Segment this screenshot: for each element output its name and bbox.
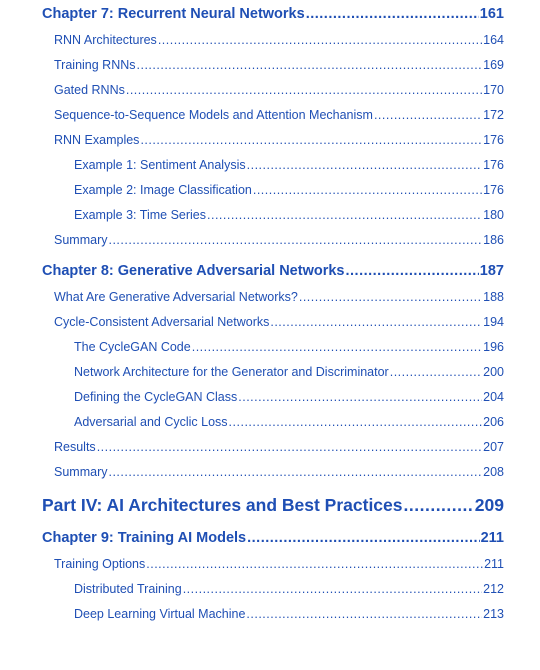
toc-entry-title: RNN Examples xyxy=(54,133,140,147)
toc-entry-cyclegan-class[interactable] xyxy=(74,390,504,404)
toc-entry-title: Adversarial and Cyclic Loss xyxy=(74,415,228,429)
toc-entry-page: 180 xyxy=(483,208,504,222)
toc-leader-dots xyxy=(374,108,482,122)
toc-entry-page: 188 xyxy=(483,290,504,304)
toc-leader-dots xyxy=(97,440,482,454)
toc-leader-dots xyxy=(299,290,482,304)
toc-entry-cyclegan-code[interactable] xyxy=(74,340,504,354)
toc-leader-dots xyxy=(229,415,483,429)
toc-entry-page: 211 xyxy=(484,557,504,571)
toc-entry-page: 164 xyxy=(483,33,504,47)
toc-entry-page: 176 xyxy=(483,158,504,172)
toc-leader-dots xyxy=(306,6,479,22)
toc-entry-title: Deep Learning Virtual Machine xyxy=(74,607,246,621)
toc-entry-dlvm[interactable] xyxy=(74,607,504,621)
toc-entry-example-1[interactable] xyxy=(74,158,504,172)
toc-entry-title: Part IV: AI Architectures and Best Practices xyxy=(42,495,403,515)
toc-leader-dots xyxy=(137,58,483,72)
toc-entry-page: 213 xyxy=(483,607,504,621)
toc-leader-dots xyxy=(192,340,482,354)
toc-leader-dots xyxy=(238,390,482,404)
toc-part-4[interactable] xyxy=(42,495,504,516)
toc-entry-page: 200 xyxy=(483,365,504,379)
toc-entry-title: Example 2: Image Classification xyxy=(74,183,252,197)
toc-entry-title: Results xyxy=(54,440,96,454)
toc-leader-dots xyxy=(253,183,482,197)
toc-entry-rnn-architectures[interactable] xyxy=(54,33,504,47)
toc-leader-dots xyxy=(345,263,478,279)
toc-leader-dots xyxy=(247,530,479,546)
toc-entry-page: 170 xyxy=(483,83,504,97)
toc-entry-training-rnns[interactable] xyxy=(54,58,504,72)
toc-entry-seq2seq[interactable] xyxy=(54,108,504,122)
toc-entry-gated-rnns[interactable] xyxy=(54,83,504,97)
toc-entry-rnn-examples[interactable] xyxy=(54,133,504,147)
toc-entry-title: Gated RNNs xyxy=(54,83,125,97)
toc-entry-page: 212 xyxy=(483,582,504,596)
toc-entry-title: Chapter 9: Training AI Models xyxy=(42,530,247,546)
toc-entry-page: 187 xyxy=(479,263,504,279)
toc-entry-cycle-consistent[interactable] xyxy=(54,315,504,329)
toc-entry-title: Cycle-Consistent Adversarial Networks xyxy=(54,315,270,329)
toc-entry-page: 194 xyxy=(483,315,504,329)
toc-entry-page: 209 xyxy=(474,495,504,515)
toc-entry-summary-ch7[interactable] xyxy=(54,233,504,247)
toc-entry-page: 172 xyxy=(483,108,504,122)
toc-entry-results[interactable] xyxy=(54,440,504,454)
toc-entry-page: 204 xyxy=(483,390,504,404)
toc-leader-dots xyxy=(270,315,482,329)
toc-entry-page: 211 xyxy=(480,530,504,546)
toc-leader-dots xyxy=(108,465,482,479)
toc-entry-title: Example 3: Time Series xyxy=(74,208,206,222)
toc-leader-dots xyxy=(404,495,474,516)
toc-entry-title: RNN Architectures xyxy=(54,33,157,47)
toc-entry-page: 206 xyxy=(483,415,504,429)
toc-entry-title: Training RNNs xyxy=(54,58,136,72)
toc-entry-page: 196 xyxy=(483,340,504,354)
toc-entry-title: Chapter 7: Recurrent Neural Networks xyxy=(42,6,305,22)
toc-entry-page: 186 xyxy=(483,233,504,247)
toc-entry-summary-ch8[interactable] xyxy=(54,465,504,479)
toc-leader-dots xyxy=(126,83,482,97)
toc-entry-title: Network Architecture for the Generator and Discriminator xyxy=(74,365,389,379)
toc-leader-dots xyxy=(108,233,482,247)
toc-entry-adversarial-loss[interactable] xyxy=(74,415,504,429)
toc-entry-title: Distributed Training xyxy=(74,582,182,596)
toc-entry-page: 161 xyxy=(479,6,504,22)
toc-entry-example-3[interactable] xyxy=(74,208,504,222)
toc-leader-dots xyxy=(183,582,482,596)
toc-entry-distributed-training[interactable] xyxy=(74,582,504,596)
toc-entry-title: Example 1: Sentiment Analysis xyxy=(74,158,246,172)
toc-entry-page: 208 xyxy=(483,465,504,479)
toc-entry-what-are-gans[interactable] xyxy=(54,290,504,304)
toc-entry-title: Sequence-to-Sequence Models and Attention Mechanism xyxy=(54,108,373,122)
toc-chapter-8[interactable] xyxy=(42,263,504,279)
toc-chapter-9[interactable] xyxy=(42,530,504,546)
toc-entry-title: What Are Generative Adversarial Networks? xyxy=(54,290,298,304)
toc-leader-dots xyxy=(390,365,482,379)
toc-entry-page: 207 xyxy=(483,440,504,454)
toc-entry-page: 169 xyxy=(483,58,504,72)
toc-chapter-7[interactable] xyxy=(42,6,504,22)
toc-entry-network-architecture[interactable] xyxy=(74,365,504,379)
toc-entry-example-2[interactable] xyxy=(74,183,504,197)
toc-entry-training-options[interactable] xyxy=(54,557,504,571)
toc-entry-title: The CycleGAN Code xyxy=(74,340,191,354)
toc-entry-page: 176 xyxy=(483,133,504,147)
toc-entry-title: Training Options xyxy=(54,557,146,571)
toc-leader-dots xyxy=(246,607,482,621)
toc-leader-dots xyxy=(146,557,483,571)
toc-leader-dots xyxy=(140,133,482,147)
toc-entry-page: 176 xyxy=(483,183,504,197)
toc-leader-dots xyxy=(247,158,483,172)
toc-entry-title: Summary xyxy=(54,465,108,479)
toc-entry-title: Defining the CycleGAN Class xyxy=(74,390,238,404)
toc-entry-title: Summary xyxy=(54,233,108,247)
toc-leader-dots xyxy=(207,208,482,222)
toc-entry-title: Chapter 8: Generative Adversarial Networks xyxy=(42,263,345,279)
toc-leader-dots xyxy=(158,33,482,47)
